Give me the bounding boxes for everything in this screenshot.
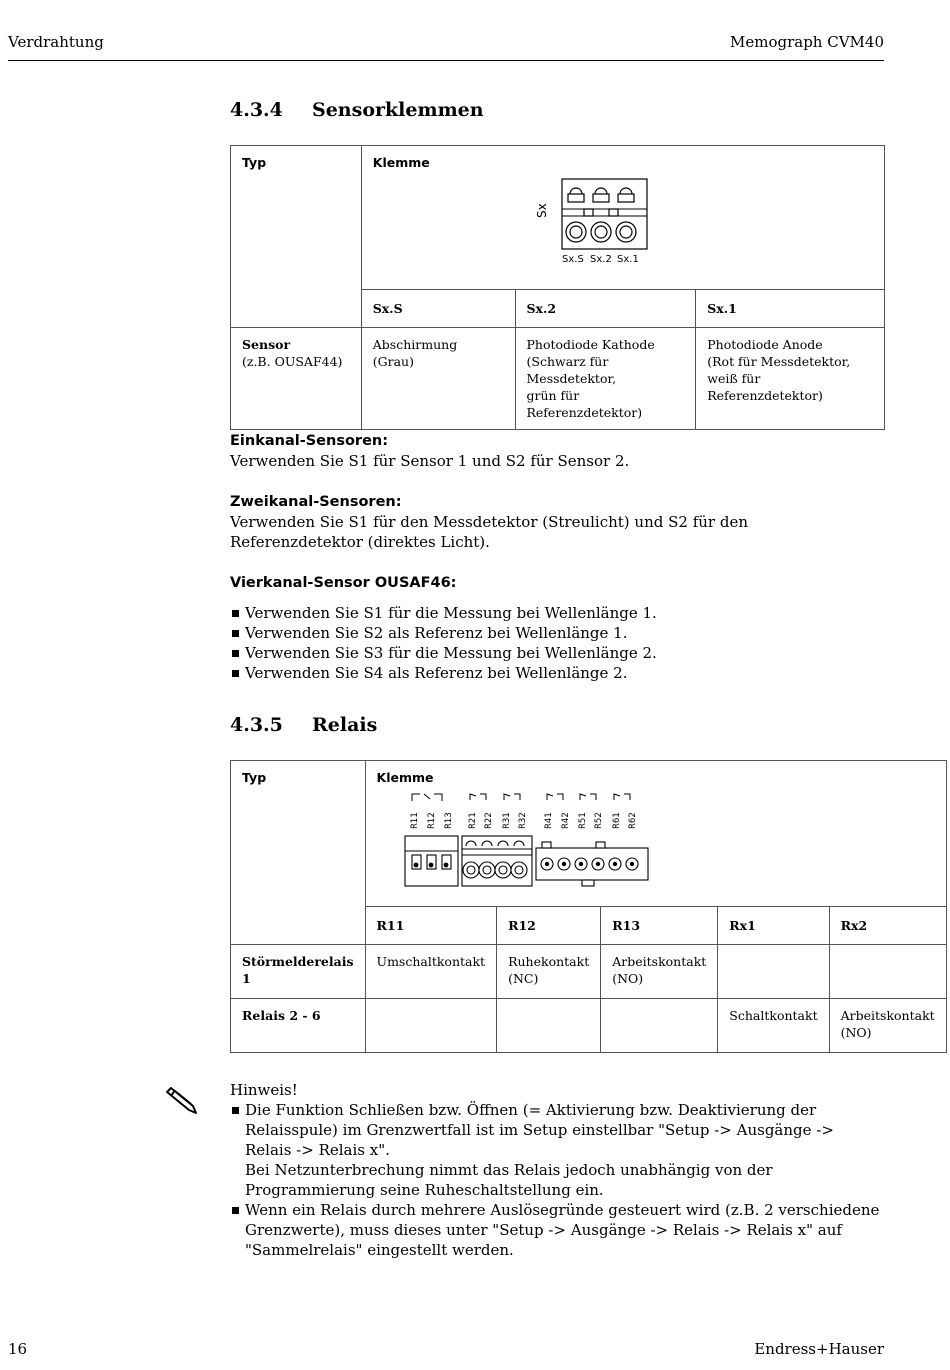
relay-terminal-label: R41 bbox=[543, 812, 554, 829]
column-header: R11 bbox=[365, 907, 497, 945]
table-cell: Umschaltkontakt bbox=[365, 945, 497, 999]
terminal-side-label: Sx bbox=[534, 203, 549, 218]
section-title: Relais bbox=[312, 714, 378, 736]
list-item: Verwenden Sie S4 als Referenz bei Wellenlänge 2. bbox=[230, 663, 880, 683]
note-title: Hinweis! bbox=[230, 1081, 298, 1099]
klemme-header-cell bbox=[361, 146, 884, 290]
zweikanal-heading: Zweikanal-Sensoren: bbox=[230, 494, 402, 510]
relay-terminal-label: R22 bbox=[483, 812, 494, 829]
row-label-sensor: Sensor (z.B. OUSAF44) bbox=[231, 328, 362, 430]
klemme-label: Klemme bbox=[372, 155, 430, 170]
vierkanal-block bbox=[230, 573, 880, 683]
relay-terminal-label: R21 bbox=[467, 812, 478, 829]
relay-terminal-label: R62 bbox=[627, 812, 638, 829]
column-header: R12 bbox=[497, 907, 601, 945]
table-cell bbox=[829, 945, 946, 999]
relay-terminal-label: R61 bbox=[611, 812, 622, 829]
relay-terminal-table bbox=[230, 760, 947, 1053]
column-header: Sx.S bbox=[361, 290, 515, 328]
section-heading-sensorklemmen bbox=[230, 99, 484, 121]
running-header-section: Verdrahtung bbox=[8, 33, 104, 51]
terminal-label: Sx.S bbox=[561, 254, 584, 265]
table-cell bbox=[718, 945, 829, 999]
row-label: Relais 2 - 6 bbox=[231, 999, 366, 1053]
typ-header-cell bbox=[231, 146, 362, 328]
typ-header-cell bbox=[231, 761, 366, 945]
column-header: Sx.2 bbox=[515, 290, 696, 328]
zweikanal-block bbox=[230, 492, 880, 552]
sensor-terminal-table bbox=[230, 145, 885, 430]
pencil-icon bbox=[165, 1080, 201, 1116]
page-number: 16 bbox=[8, 1340, 28, 1358]
vierkanal-list bbox=[230, 603, 880, 683]
note-list bbox=[230, 1100, 885, 1260]
einkanal-heading: Einkanal-Sensoren: bbox=[230, 433, 389, 449]
relay-terminal-label: R12 bbox=[426, 812, 437, 829]
list-item: Verwenden Sie S2 als Referenz bei Wellenlänge 1. bbox=[230, 623, 880, 643]
relay-terminal-label: R42 bbox=[560, 812, 571, 829]
table-cell: Schaltkontakt bbox=[718, 999, 829, 1053]
relay-terminal-diagram bbox=[400, 791, 650, 891]
klemme-label: Klemme bbox=[376, 770, 434, 785]
section-number: 4.3.4 bbox=[230, 99, 283, 121]
relay-terminal-label: R31 bbox=[501, 812, 512, 829]
column-header: R13 bbox=[601, 907, 718, 945]
relay-terminal-label: R13 bbox=[443, 812, 454, 829]
einkanal-text: Verwenden Sie S1 für Sensor 1 und S2 für Sensor 2. bbox=[230, 452, 630, 470]
table-cell bbox=[601, 999, 718, 1053]
klemme-header-cell bbox=[365, 761, 946, 907]
table-cell bbox=[365, 999, 497, 1053]
list-item: Wenn ein Relais durch mehrere Auslösegründe gesteuert wird (z.B. 2 verschiedene Grenzwerte), muss dieses unter "Setup -> Ausgänge -> Relais -> Relais x" auf "Sammelrelais" eingestellt werden. bbox=[230, 1200, 885, 1260]
einkanal-block bbox=[230, 431, 880, 471]
typ-label: Typ bbox=[242, 770, 267, 785]
table-cell: Photodiode Kathode (Schwarz für Messdetektor, grün für Referenzdetektor) bbox=[515, 328, 696, 430]
section-heading-relais bbox=[230, 714, 377, 736]
sensor-terminal-diagram bbox=[522, 174, 652, 269]
column-header: Sx.1 bbox=[696, 290, 885, 328]
column-header: Rx1 bbox=[718, 907, 829, 945]
vierkanal-heading: Vierkanal-Sensor OUSAF46: bbox=[230, 575, 457, 591]
brand-footer: Endress+Hauser bbox=[754, 1340, 884, 1358]
running-header-product: Memograph CVM40 bbox=[730, 33, 884, 51]
list-item: Verwenden Sie S1 für die Messung bei Wellenlänge 1. bbox=[230, 603, 880, 623]
table-cell: Abschirmung (Grau) bbox=[361, 328, 515, 430]
section-title: Sensorklemmen bbox=[312, 99, 484, 121]
table-cell: Ruhekontakt (NC) bbox=[497, 945, 601, 999]
relay-terminal-label: R11 bbox=[409, 812, 420, 829]
relay-terminal-label: R32 bbox=[517, 812, 528, 829]
relay-terminal-label: R52 bbox=[593, 812, 604, 829]
header-rule bbox=[8, 60, 884, 61]
typ-label: Typ bbox=[242, 155, 267, 170]
relay-terminal-label: R51 bbox=[577, 812, 588, 829]
terminal-label: Sx.1 bbox=[616, 254, 639, 265]
note-block bbox=[230, 1080, 885, 1260]
list-item: Verwenden Sie S3 für die Messung bei Wellenlänge 2. bbox=[230, 643, 880, 663]
terminal-label: Sx.2 bbox=[589, 254, 612, 265]
list-item: Die Funktion Schließen bzw. Öffnen (= Aktivierung bzw. Deaktivierung der Relaisspule) im Grenzwertfall ist im Setup einstellbar "Setup -> Ausgänge -> Relais -> Relais x". Bei Netzunterbrechung nimmt das Relais jedoch unabhängig von der Programmierung seine Ruheschaltstellung ein. bbox=[230, 1100, 885, 1200]
section-number: 4.3.5 bbox=[230, 714, 283, 736]
column-header: Rx2 bbox=[829, 907, 946, 945]
zweikanal-text: Verwenden Sie S1 für den Messdetektor (Streulicht) und S2 für den Referenzdetektor (direktes Licht). bbox=[230, 513, 748, 551]
table-cell bbox=[497, 999, 601, 1053]
table-cell: Photodiode Anode (Rot für Messdetektor, weiß für Referenzdetektor) bbox=[696, 328, 885, 430]
row-label: Störmelderelais 1 bbox=[231, 945, 366, 999]
table-cell: Arbeitskontakt (NO) bbox=[601, 945, 718, 999]
table-cell: Arbeitskontakt (NO) bbox=[829, 999, 946, 1053]
